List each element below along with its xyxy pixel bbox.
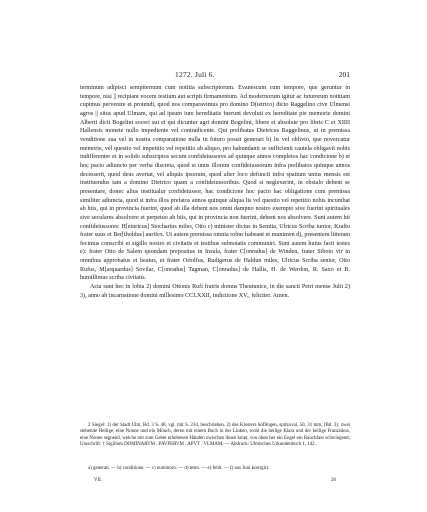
header-date: 1272. Juli 6. xyxy=(175,70,215,79)
sheet-number: 26 xyxy=(331,478,336,483)
running-header xyxy=(80,70,350,80)
page-number: 201 xyxy=(338,70,350,79)
variant-readings xyxy=(80,466,350,472)
charter-paragraph-2: Acta sunt hec in lobia 2) domini Ottonis Rufi fratris domus Theutunice, in die sancti Petri mense Julii 2) 3), anno ab incarnatione domini millesimo CCLXXII, indictione XV., feliciter. Amen. xyxy=(80,284,350,299)
variant-readings-line: a) generati. — b) conditione. — c) numinoro. — d) testo. — e) fehlt. — f) aus Juni korrigirt. xyxy=(88,466,270,471)
sheet-signature: VII. xyxy=(94,478,103,483)
page-footer xyxy=(80,478,350,486)
charter-text xyxy=(80,84,350,300)
footnotes xyxy=(80,423,350,448)
charter-paragraph-1: terminum adipisci sempiternum cum notitia subscriptorum. Evanescunt cum tempore, que geruntur in tempore, nisi || recipiant vocem testium aut scripti firmamentum. Ad modernorum igitur ac futurorum notitiam cupimus pervenire et protendi, quod nos comparavimus pro domino D(ietrico) dicto Raggelino cive Ulmensi agros || situs apud Ulmam, qui ad ipsum iure hereditatis fuerunt devoluti ex hereditate pie memorie domini Alberti dicti Bogelini soceri sui et qui dicuntur agri domini Bogelini, libere et absolute pro libris C et XIIII Hallensis monete nullo impediente vel contradicente. Qui prelibatus Dietricus Raggelinus, ut in premissa venditione sua vel in nostra comparatione nulla in futuro possit generari b) lis vel oblivio, que novercatur memorie, vel questio vel impetitio vel repetitio ab aliquo, pro habundanti se sufficienti cautela obligavit nobis indifferenter et in solido subscriptos secum confideiussores ad quinque annos completos hac condicione b) et hoc pacto adiuncto per verba discreta, quod si unus illorum confideiussorum infra prelibatos quinque annos decesserit, quod deus avertat, vel aliquis ipsorum, quod alter loco defuncti infra spatium unius mensis est instituendus tam a domino Dietrico quam a confideiussoribus. Quod si neglexerint, in obstalo debent se presentare, donec alius institualur confideiussor, hac condicione hoc pacto hac obligatione cum premissa similiter adiuncta, quod si infra illos prefatos annos quinque aliqua lis vel questio vel repetitio nobis incumbat ab hiis, qui in provincia fuerint, quod ab illa debent nos omni dampno nostro exempto sive fuerint spirituales sive seculares absolvere et perpetuo ab hiis, qui in provincia non fuerint, debent nos absolvere. Sunt autem hii confideiussores: H[einricus] Stocharius miles, Otto c) minister dictus in Semita, Ulricus Scriba iunior, Krafto frater suus et Ber[tholdus] aurifex. Ut autem premissa omnia robur habeant et munimen d), presentem litteram fecimus conscribi et sigillo nostro et civitatis et testibus subnotatis communiri. Sunt autem huius facti testes e): frater Otto de Salem quondam prepositus in Insula, frater C[onradus] de Winden, frater Siboto vir in omnibus approbatus et beatus, et frater Ortolfus, Rudigerus de Haldun miles, Ulricus Scriba senior, Otto Rufus, M[arquardus] Sovilar, C[onradus] Tagman, C[onradus] de Hallis, H. de Werdon, R. Saxo et B. humillimus scriba civitatis. xyxy=(80,85,350,282)
footnote-seals: 2 Siegel: 1) der Stadt Ulm, Bd. 3 S. 48, vgl. mit S. 234, beschrieben. 2) des Klosters Söflingen, spitzoval, 50, 31 mm, (Bd. 3): zwei stehende Heilige, eine Nonne und ein Mönch, deren mit einem Buch in der Linken, wohl die heilige Klara und der heilige Franziskus, eine Nonne segnend, welche mit zum Gebet erhobenen Händen zwischen ihnen kniet, von oben her ein Engel ein Rauchfass schwingend; Umschrift: † Sigillum DOMINARVM . PAVPERVM . APVT . VLMAM. — Abdruck: Ulmisches Urkundenbuch 1, 142. xyxy=(80,423,350,448)
